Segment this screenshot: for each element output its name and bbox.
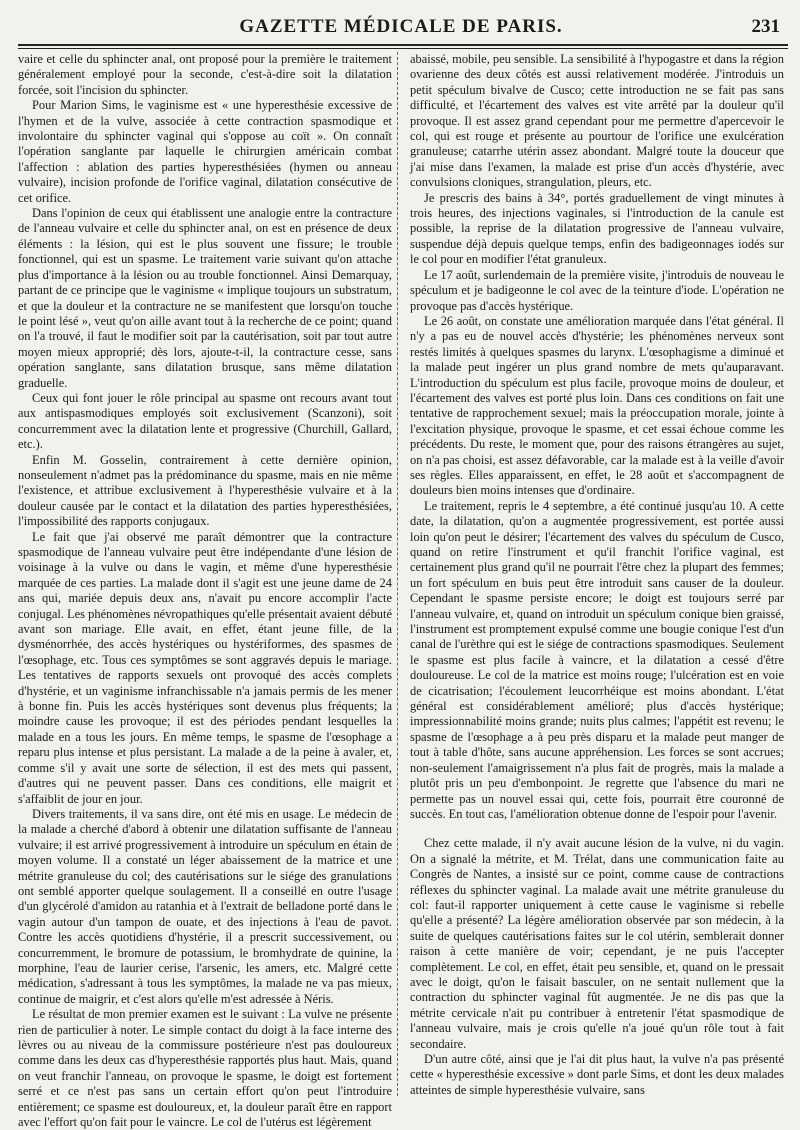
paragraph: Dans l'opinion de ceux qui établissent une analogie entre la contracture de l'anneau vulvaire et celle du sphincter anal, on est en présence de deux éléments : la lésion, qui est le plus souvent une fissure; le trouble fonctionnel, qui est un spasme. Le traitement varie suivant qu'on attache plus d'importance à la lésion ou au trouble fonctionnel. Ainsi Demarquay, partant de ce principe que le vaginisme « implique toujours un substratum, et que la douleur et la contracture ne se manifestent que lorsqu'on touche le point lésé », veut qu'on aille avant tout à la recherche de ce point; quand on l'a trouvé, il faut le modifier soit par la cautérisation, soit par tout autre moyen mieux approprié; dès lors, ajoute-t-il, la contracture cesse, sans opération sanglante, sans dilatation brusque, sans même dilatation graduelle.: [18, 206, 392, 390]
left-column: [18, 52, 392, 1130]
running-header: [18, 10, 784, 42]
paragraph: Le 17 août, surlendemain de la première visite, j'introduis de nouveau le spéculum et je badigeonne le col avec de la teinture d'iode. L'opération ne provoque pas d'accès hystérique.: [410, 267, 784, 313]
paragraph: Enfin M. Gosselin, contrairement à cette dernière opinion, nonseulement n'admet pas la prédominance du spasme, mais en nie même l'existence, et attribue exclusivement à l'hyperesthésie vulvaire et à la douleur causée par le contact et la dilatation des parties hyperesthésiées, l'impossibilité des rapports conjugaux.: [18, 452, 392, 529]
page-number: 231: [751, 16, 780, 37]
paragraph: Le résultat de mon premier examen est le suivant : La vulve ne présente rien de particulier à noter. Le simple contact du doigt à la face interne des lèvres ou au niveau de la commissure postérieure n'est pas douloureux comme dans les deux cas d'hyperesthésie rapportés plus haut. Mais, quand on veut franchir l'anneau, on provoque le spasme, le doigt est fortement serré et ce n'est pas sans un certain effort qu'on peut l'introduire entièrement; ce spasme est douloureux, et, la douleur paraît être en rapport avec l'effort qu'on fait pour le vaincre. Le col de l'utérus est légèrement: [18, 1007, 392, 1130]
paragraph: D'un autre côté, ainsi que je l'ai dit plus haut, la vulve n'a pas présenté cette « hyperesthésie excessive » dont parle Sims, et dont les deux malades atteintes de simple hyperesthésie vulvaire, sans: [410, 1052, 784, 1097]
header-rule: [18, 44, 788, 46]
paragraph: abaissé, mobile, peu sensible. La sensibilité à l'hypogastre et dans la région ovarienne des deux côtés est aussi relativement modérée. J'introduis un petit spéculum bivalve de Cusco; cette introduction ne se fait pas sans difficulté, et l'écartement des valves est vite arrêté par la douleur qu'il provoque. Il est assez grand cependant pour me permettre d'apercevoir le col, qui est rouge et présente au pourtour de l'orifice une exulcération granuleuse; catarrhe utérin assez abondant. Malgré toute la douceur que j'ai mise dans l'examen, la malade est prise d'un accès d'hystérie, avec convulsions cloniques, strangulation, pleurs, etc.: [410, 52, 784, 190]
paragraph: Je prescris des bains à 34°, portés graduellement de vingt minutes à trois heures, des injections vaginales, si l'introduction de la canule est possible, la reprise de la dilatation progressive de l'anneau vulvaire, suspendue déjà depuis quelque temps, enfin des badigeonnages iodés sur le col pour en modifier l'état granuleux.: [410, 190, 784, 267]
paragraph: Le fait que j'ai observé me paraît démontrer que la contracture spasmodique de l'anneau vulvaire peut être indépendante d'une lésion de voisinage à la vulve ou dans le vagin, et même d'une hyperesthésie marquée de ces parties. La malade dont il s'agit est une jeune dame de 24 ans qui, mariée depuis deux ans, n'avait pu encore accomplir l'acte conjugal. Les phénomènes névropathiques qu'elle présentait avaient débuté avant son mariage. Elle avait, en effet, étant jeune fille, de la dysménorrhée, des accès hystériques ou hystériformes, des spasmes de l'œsophage, etc. Tous ces symptômes se sont aggravés depuis le mariage. Les tentatives de rapports sexuels ont provoqué des accès complets d'hystérie, et un vaginisme infranchissable n'a jamais permis de les mener à bonne fin. Puis les accès hystériques sont devenus plus fréquents; la moindre cause les provoque; il est des périodes pendant lesquelles la malade en a tous les jours. En même temps, le spasme de l'œsophage a reparu plus intense et plus persistant. La malade a de la peine à avaler, et, comme s'il y avait une sorte de sélection, il est des mets qui passent, d'autres qui ne peuvent passer. Dans ces conditions, elle maigrit et s'affaiblit de jour en jour.: [18, 529, 392, 806]
paragraph: Le 26 août, on constate une amélioration marquée dans l'état général. Il n'y a pas eu de nouvel accès d'hystérie; les phénomènes nerveux sont restés limités à quelques spasmes du larynx. L'œsophagisme a diminué et la malade peut ingérer un plus grand nombre de mets qu'auparavant. L'introduction du spéculum est plus facile, provoque moins de douleur, et l'écartement des valves est porté plus loin. Dans ces conditions on fait une tentative de rapprochement sexuel; mais la préoccupation morale, jointe à l'excitation physique, provoque le spasme, et cet essai échoue comme les précédents. Du reste, le moment que, pour des raisons étrangères au sujet, on n'a pas choisi, est assez défavorable, car la malade est à la veille d'avoir ses règles. Elles apparaissent, en effet, le 28 août et s'accompagnent de douleurs bien moins intenses que d'ordinaire.: [410, 313, 784, 498]
journal-title: GAZETTE MÉDICALE DE PARIS.: [239, 16, 563, 37]
paragraph: Ceux qui font jouer le rôle principal au spasme ont recours avant tout aux antispasmodiques employés soit exclusivement (Scanzoni), soit concurremment avec la dilatation lente et progressive (Churchill, Gallard, etc.).: [18, 390, 392, 452]
paragraph: Chez cette malade, il n'y avait aucune lésion de la vulve, ni du vagin. On a signalé la métrite, et M. Trélat, dans une communication faite au Congrès de Nantes, a insisté sur ce point, comme cause de contractions réflexes du sphincter vaginal. La malade avait une métrite granuleuse du col: faut-il rapporter uniquement à cette cause le vaginisme si rebelle qu'elle a présenté? La légère amélioration observée par son médecin, à la suite de quelques cautérisations faites sur le col utérin, semblerait donner raison à cette manière de voir; cependant, je ne puis l'accepter complètement. Le col, en effet, était peu sensible, et, quand on le pressait avec le doigt, qu'on le faisait basculer, on ne sentait nullement que la contraction du sphincter vaginal fût augmentée. Je ne dis pas que la métrite cervicale n'ait pu contribuer à entretenir l'état spasmodique de l'anneau vulvaire, mais je crois qu'elle n'a joué qu'un rôle tout à fait secondaire.: [410, 836, 784, 1051]
paragraph: Divers traitements, il va sans dire, ont été mis en usage. Le médecin de la malade a cherché d'abord à obtenir une dilatation suffisante de l'anneau vulvaire; il est arrivé progressivement à introduire un spéculum en étain de moyen volume. Il a constaté un léger abaissement de la matrice et une métrite granuleuse du col; des cautérisations sur le siége des granulations ont semblé apporter quelque soulagement. Il a conseillé en outre l'usage d'un glycérolé d'amidon au ratanhia et à l'extrait de belladone porté dans le vagin autour d'un tampon de ouate, et des injections à l'eau de pavot. Contre les accès quotidiens d'hystérie, il a prescrit successivement, ou concurremment, le bromure de potassium, le bromhydrate de quinine, la morphine, l'eau de laurier cerise, l'arsenic, les amers, etc. Malgré cette médication, s'adressant à tous les symptômes, la malade ne va pas mieux, continue de maigrir, et c'est alors qu'elle m'est adressée à Néris.: [18, 806, 392, 1006]
paragraph: vaire et celle du sphincter anal, ont proposé pour la première le traitement généralement employé pour la seconde, c'est-à-dire soit la dilatation forcée, soit l'incision du sphincter.: [18, 52, 392, 97]
paragraph: Le traitement, repris le 4 septembre, a été continué jusqu'au 10. A cette date, la dilatation, qu'on a augmentée progressivement, est portée aussi loin qu'on peut le désirer; l'écartement des valves du spéculum de Cusco, quand on retire l'instrument et qu'il franchit l'orifice vaginal, est certainement plus grand qu'il ne pourrait l'être chez la plupart des femmes; un fort spéculum en buis peut être introduit sans causer de la douleur. Cependant le spasme persiste encore; le doigt est toujours serré par l'anneau vulvaire, et, quand on introduit un spéculum conique bien graissé, l'instrument est promptement expulsé comme une bougie conique l'est d'un canal de l'urèthre qui est le siége de contractions spasmodiques. Seulement le spasme est plus facile à vaincre, et la dilatation a cessé d'être douloureuse. Le col de la matrice est moins rouge; l'ulcération est en voie de cicatrisation; l'écoulement leucorrhéique est moins abondant. L'état général est considérablement amélioré; plus d'accès hystérique; impressionnabilité moins grande; nuits plus calmes; l'appétit est revenu; le spasme de l'œsophage a à peu près disparu et la malade peut manger de tout à table d'hôte, sans aucune appréhension. Les forces se sont accrues; non-seulement l'amaigrissement n'a plus fait de progrès, mais la malade a plutôt pris un peu d'embonpoint. Je regrette que l'absence du mari ne permette pas un nouvel essai qui, cette fois, pourrait être couronné de succès. En tout cas, l'amélioration obtenue donne de l'espoir pour l'avenir.: [410, 498, 784, 821]
paragraph: Pour Marion Sims, le vaginisme est « une hyperesthésie excessive de l'hymen et de la vulve, associée à cette contraction spasmodique et involontaire du sphincter vaginal qui s'oppose au coït ». On connaît l'opération sanglante par laquelle le chirurgien américain combat l'affection : ablation des parties hyperesthésiées (hymen ou anneau vulvaire), incision profonde de l'orifice vaginal, dilatation consécutive de cet orifice.: [18, 98, 392, 205]
header-rule-thin: [18, 48, 788, 49]
right-column: [410, 52, 784, 1098]
column-divider: [397, 52, 398, 1096]
